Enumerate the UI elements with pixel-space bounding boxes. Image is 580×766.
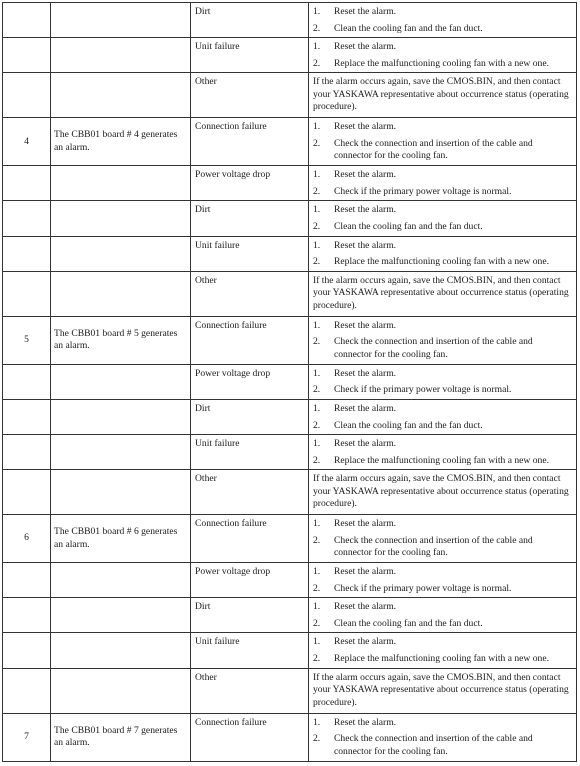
step-number: 2.	[313, 221, 321, 233]
remedy-step	[313, 240, 572, 253]
remedy-step	[313, 58, 572, 71]
cause-cell: Dirt	[191, 3, 309, 38]
step-number: 1.	[313, 41, 321, 53]
remedy-step	[313, 535, 572, 560]
step-text: Replace the malfunctioning cooling fan with a new one.	[334, 454, 549, 466]
step-number: 1.	[313, 601, 321, 613]
step-number: 2.	[313, 22, 321, 34]
alarm-description-cell	[51, 201, 191, 236]
remedy-text: If the alarm occurs again, save the CMOS.BIN, and then contact your YASKAWA representative about occurrence status (operating procedure).	[313, 473, 569, 510]
remedy-cell	[309, 713, 577, 761]
table-row	[3, 668, 577, 713]
step-number: 1.	[313, 204, 321, 216]
alarm-number-cell	[3, 73, 51, 118]
table-row	[3, 3, 577, 38]
alarm-description-cell	[51, 364, 191, 399]
alarm-number-cell: 7	[3, 713, 51, 761]
step-number: 2.	[313, 336, 321, 348]
step-number: 1.	[313, 239, 321, 251]
step-text: Reset the alarm.	[334, 402, 397, 414]
step-text: Reset the alarm.	[334, 566, 397, 578]
alarm-description-cell: The CBB01 board # 5 generates an alarm.	[51, 316, 191, 364]
step-text: Replace the malfunctioning cooling fan with a new one.	[334, 57, 549, 69]
step-text: Reset the alarm.	[334, 438, 397, 450]
table-row	[3, 713, 577, 761]
step-text: Reset the alarm.	[334, 636, 397, 648]
step-number: 2.	[313, 256, 321, 268]
remedy-cell	[309, 435, 577, 470]
alarm-number-cell	[3, 668, 51, 713]
alarm-number-cell	[3, 201, 51, 236]
table-row	[3, 166, 577, 201]
step-text: Clean the cooling fan and the fan duct.	[334, 221, 483, 233]
remedy-text: If the alarm occurs again, save the CMOS.BIN, and then contact your YASKAWA representative about occurrence status (operating procedure).	[313, 76, 569, 113]
alarm-number-cell: 5	[3, 316, 51, 364]
remedy-step	[313, 320, 572, 333]
step-text: Clean the cooling fan and the fan duct.	[334, 419, 483, 431]
remedy-cell	[309, 271, 577, 316]
remedy-step	[313, 6, 572, 19]
remedy-cell	[309, 399, 577, 434]
remedy-cell	[309, 201, 577, 236]
remedy-cell	[309, 3, 577, 38]
remedy-cell	[309, 364, 577, 399]
cause-cell: Power voltage drop	[191, 364, 309, 399]
alarm-description-cell	[51, 166, 191, 201]
remedy-step	[313, 221, 572, 234]
step-number: 2.	[313, 454, 321, 466]
remedy-step	[313, 121, 572, 134]
remedy-step	[313, 518, 572, 531]
alarm-number-cell	[3, 271, 51, 316]
alarm-description-cell: The CBB01 board # 4 generates an alarm.	[51, 118, 191, 166]
step-number: 1.	[313, 367, 321, 379]
table-row	[3, 236, 577, 271]
alarm-remedy-table	[2, 2, 577, 762]
cause-cell: Dirt	[191, 598, 309, 633]
alarm-description-cell	[51, 3, 191, 38]
step-text: Check the connection and insertion of the cable and connector for the cooling fan.	[334, 137, 533, 162]
step-text: Replace the malfunctioning cooling fan with a new one.	[334, 653, 549, 665]
alarm-description-cell	[51, 668, 191, 713]
cause-cell: Dirt	[191, 399, 309, 434]
table-row	[3, 399, 577, 434]
step-text: Clean the cooling fan and the fan duct.	[334, 618, 483, 629]
remedy-step	[313, 403, 572, 416]
step-text: Reset the alarm.	[334, 518, 397, 530]
remedy-step	[313, 256, 572, 269]
alarm-number-cell	[3, 598, 51, 633]
table-row	[3, 271, 577, 316]
alarm-number-cell: 4	[3, 118, 51, 166]
alarm-number-cell: 6	[3, 515, 51, 563]
table-body	[3, 3, 577, 762]
alarm-number-cell	[3, 435, 51, 470]
step-number: 1.	[313, 518, 321, 530]
step-number: 1.	[313, 319, 321, 331]
table-row	[3, 364, 577, 399]
alarm-number-cell	[3, 633, 51, 668]
table-row	[3, 73, 577, 118]
alarm-description-cell	[51, 399, 191, 434]
remedy-cell	[309, 166, 577, 201]
alarm-number-cell	[3, 364, 51, 399]
remedy-cell	[309, 598, 577, 633]
remedy-text: If the alarm occurs again, save the CMOS.BIN, and then contact your YASKAWA representative about occurrence status (operating procedure).	[313, 274, 569, 311]
alarm-number-cell	[3, 470, 51, 515]
step-text: Reset the alarm.	[334, 716, 397, 728]
table-row	[3, 563, 577, 598]
remedy-step	[313, 566, 572, 579]
step-text: Reset the alarm.	[334, 319, 397, 331]
step-text: Reset the alarm.	[334, 6, 397, 17]
step-number: 1.	[313, 566, 321, 578]
remedy-step	[313, 138, 572, 163]
remedy-step	[313, 41, 572, 54]
cause-cell: Unit failure	[191, 38, 309, 73]
step-number: 1.	[313, 121, 321, 133]
remedy-step	[313, 23, 572, 36]
cause-cell: Other	[191, 470, 309, 515]
alarm-number-cell	[3, 399, 51, 434]
alarm-description-cell	[51, 73, 191, 118]
remedy-step	[313, 717, 572, 730]
cause-cell: Connection failure	[191, 118, 309, 166]
alarm-description-cell	[51, 38, 191, 73]
cause-cell: Other	[191, 73, 309, 118]
remedy-cell	[309, 563, 577, 598]
table-row	[3, 515, 577, 563]
remedy-cell	[309, 470, 577, 515]
step-number: 1.	[313, 716, 321, 728]
alarm-number-cell	[3, 236, 51, 271]
step-number: 2.	[313, 534, 321, 546]
alarm-number-cell	[3, 563, 51, 598]
step-text: Reset the alarm.	[334, 169, 397, 181]
remedy-step	[313, 186, 572, 199]
remedy-step	[313, 438, 572, 451]
table-row	[3, 201, 577, 236]
remedy-step	[313, 583, 572, 596]
remedy-step	[313, 733, 572, 758]
step-text: Reset the alarm.	[334, 239, 397, 251]
alarm-description-cell	[51, 236, 191, 271]
alarm-description-cell: The CBB01 board # 7 generates an alarm.	[51, 713, 191, 761]
remedy-step	[313, 368, 572, 381]
remedy-cell	[309, 73, 577, 118]
alarm-description-cell	[51, 435, 191, 470]
remedy-step	[313, 384, 572, 397]
alarm-number-cell	[3, 166, 51, 201]
step-text: Check the connection and insertion of the cable and connector for the cooling fan.	[334, 733, 533, 757]
table-row	[3, 633, 577, 668]
remedy-step	[313, 420, 572, 433]
step-text: Reset the alarm.	[334, 41, 397, 53]
cause-cell: Other	[191, 271, 309, 316]
step-number: 2.	[313, 57, 321, 69]
cause-cell: Power voltage drop	[191, 563, 309, 598]
step-text: Check the connection and insertion of the cable and connector for the cooling fan.	[334, 336, 533, 360]
step-text: Reset the alarm.	[334, 204, 397, 216]
cause-cell: Unit failure	[191, 633, 309, 668]
alarm-description-cell	[51, 271, 191, 316]
remedy-step	[313, 204, 572, 217]
step-text: Replace the malfunctioning cooling fan with a new one.	[334, 256, 549, 268]
remedy-cell	[309, 118, 577, 166]
step-text: Reset the alarm.	[334, 601, 397, 613]
remedy-step	[313, 636, 572, 649]
cause-cell: Unit failure	[191, 435, 309, 470]
cause-cell: Connection failure	[191, 515, 309, 563]
cause-cell: Other	[191, 668, 309, 713]
table-row	[3, 470, 577, 515]
remedy-cell	[309, 38, 577, 73]
step-number: 2.	[313, 137, 321, 149]
step-text: Reset the alarm.	[334, 121, 397, 133]
step-number: 2.	[313, 582, 321, 594]
alarm-description-cell	[51, 598, 191, 633]
remedy-step	[313, 336, 572, 361]
step-text: Clean the cooling fan and the fan duct.	[334, 22, 483, 34]
step-number: 1.	[313, 402, 321, 414]
remedy-step	[313, 653, 572, 666]
step-number: 2.	[313, 384, 321, 396]
remedy-step	[313, 455, 572, 468]
cause-cell: Dirt	[191, 201, 309, 236]
remedy-text: If the alarm occurs again, save the CMOS.BIN, and then contact your YASKAWA representative about occurrence status (operating procedure).	[313, 671, 569, 708]
alarm-description-cell	[51, 470, 191, 515]
step-number: 1.	[313, 6, 321, 17]
step-text: Reset the alarm.	[334, 367, 397, 379]
step-number: 1.	[313, 169, 321, 181]
step-text: Check if the primary power voltage is normal.	[334, 582, 512, 594]
alarm-number-cell	[3, 3, 51, 38]
alarm-number-cell	[3, 38, 51, 73]
step-number: 2.	[313, 733, 321, 745]
table-row	[3, 38, 577, 73]
remedy-step	[313, 601, 572, 614]
remedy-cell	[309, 515, 577, 563]
step-text: Check if the primary power voltage is normal.	[334, 185, 512, 197]
alarm-description-cell	[51, 563, 191, 598]
remedy-cell	[309, 236, 577, 271]
table-row	[3, 316, 577, 364]
table-row	[3, 435, 577, 470]
remedy-step	[313, 618, 572, 631]
remedy-step	[313, 169, 572, 182]
step-text: Check if the primary power voltage is normal.	[334, 384, 512, 396]
table-row	[3, 598, 577, 633]
step-number: 2.	[313, 653, 321, 665]
alarm-description-cell	[51, 633, 191, 668]
step-text: Check the connection and insertion of the cable and connector for the cooling fan.	[334, 534, 533, 559]
step-number: 2.	[313, 419, 321, 431]
cause-cell: Connection failure	[191, 316, 309, 364]
remedy-cell	[309, 316, 577, 364]
alarm-description-cell: The CBB01 board # 6 generates an alarm.	[51, 515, 191, 563]
step-number: 2.	[313, 185, 321, 197]
remedy-cell	[309, 668, 577, 713]
remedy-cell	[309, 633, 577, 668]
cause-cell: Power voltage drop	[191, 166, 309, 201]
step-number: 1.	[313, 636, 321, 648]
cause-cell: Connection failure	[191, 713, 309, 761]
step-number: 2.	[313, 618, 321, 629]
cause-cell: Unit failure	[191, 236, 309, 271]
step-number: 1.	[313, 438, 321, 450]
table-row	[3, 118, 577, 166]
